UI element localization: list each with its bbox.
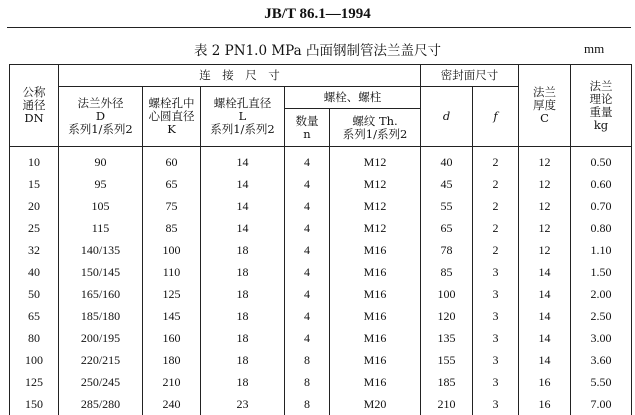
cell-bolt-circle: 145	[143, 305, 201, 327]
cell-weight: 0.70	[571, 195, 632, 217]
cell-bolt-circle: 180	[143, 349, 201, 371]
cell-seal-d: 55	[421, 195, 473, 217]
cell-thickness: 12	[519, 217, 571, 239]
cell-flange-od: 90	[59, 147, 143, 174]
cell-bolt-hole: 14	[201, 195, 285, 217]
cell-dn: 20	[10, 195, 59, 217]
cell-thread: M12	[330, 195, 421, 217]
cell-dn: 100	[10, 349, 59, 371]
header-connection-group: 连 接 尺 寸	[59, 65, 421, 87]
cell-thread: M12	[330, 147, 421, 174]
cell-bolt-circle: 100	[143, 239, 201, 261]
cell-thickness: 14	[519, 261, 571, 283]
cell-dn: 80	[10, 327, 59, 349]
cell-flange-od: 185/180	[59, 305, 143, 327]
header-thread: 螺纹 Th. 系列1/系列2	[330, 109, 421, 147]
cell-dn: 50	[10, 283, 59, 305]
table-row	[10, 305, 632, 327]
table-caption: 表 2 PN1.0 MPa 凸面钢制管法兰盖尺寸	[0, 39, 635, 59]
cell-thickness: 14	[519, 305, 571, 327]
cell-weight: 7.00	[571, 393, 632, 415]
cell-bolt-hole: 14	[201, 147, 285, 174]
table-row	[10, 283, 632, 305]
cell-seal-d: 65	[421, 217, 473, 239]
cell-seal-d: 78	[421, 239, 473, 261]
cell-weight: 3.60	[571, 349, 632, 371]
header-thickness: 法兰 厚度 C	[519, 65, 571, 147]
cell-bolt-hole: 18	[201, 327, 285, 349]
cell-seal-d: 100	[421, 283, 473, 305]
header-weight: 法兰 理论 重量 kg	[571, 65, 632, 147]
table-row	[10, 349, 632, 371]
table-body	[10, 147, 632, 415]
cell-weight: 0.50	[571, 147, 632, 174]
cell-seal-d: 45	[421, 173, 473, 195]
cell-dn: 10	[10, 147, 59, 174]
cell-bolt-count: 4	[285, 327, 330, 349]
header-rule	[7, 27, 631, 28]
cell-bolt-count: 4	[285, 173, 330, 195]
cell-weight: 2.50	[571, 305, 632, 327]
cell-flange-od: 200/195	[59, 327, 143, 349]
cell-thread: M16	[330, 327, 421, 349]
cell-flange-od: 150/145	[59, 261, 143, 283]
table-row	[10, 217, 632, 239]
header-flange-od: 法兰外径 D 系列1/系列2	[59, 87, 143, 147]
table-row	[10, 371, 632, 393]
cell-weight: 1.10	[571, 239, 632, 261]
cell-dn: 32	[10, 239, 59, 261]
cell-weight: 0.80	[571, 217, 632, 239]
cell-bolt-hole: 23	[201, 393, 285, 415]
cell-dn: 65	[10, 305, 59, 327]
table-row	[10, 327, 632, 349]
cell-flange-od: 285/280	[59, 393, 143, 415]
header-seal-d: d	[421, 87, 473, 147]
cell-thread: M16	[330, 261, 421, 283]
cell-thread: M16	[330, 371, 421, 393]
cell-flange-od: 95	[59, 173, 143, 195]
cell-thread: M20	[330, 393, 421, 415]
header-bolt-hole: 螺栓孔直径 L 系列1/系列2	[201, 87, 285, 147]
cell-flange-od: 140/135	[59, 239, 143, 261]
flange-dimension-table	[9, 64, 632, 415]
cell-weight: 5.50	[571, 371, 632, 393]
cell-flange-od: 165/160	[59, 283, 143, 305]
cell-bolt-count: 4	[285, 217, 330, 239]
cell-thickness: 12	[519, 147, 571, 174]
table-row	[10, 195, 632, 217]
header-seal-f: f	[473, 87, 519, 147]
cell-bolt-hole: 18	[201, 349, 285, 371]
cell-seal-f: 3	[473, 371, 519, 393]
cell-bolt-circle: 60	[143, 147, 201, 174]
cell-dn: 125	[10, 371, 59, 393]
cell-bolt-circle: 110	[143, 261, 201, 283]
cell-thickness: 16	[519, 393, 571, 415]
table-row	[10, 239, 632, 261]
cell-seal-d: 135	[421, 327, 473, 349]
header-bolts-group: 螺栓、螺柱	[285, 87, 421, 109]
cell-flange-od: 220/215	[59, 349, 143, 371]
cell-bolt-circle: 65	[143, 173, 201, 195]
cell-seal-d: 155	[421, 349, 473, 371]
cell-dn: 25	[10, 217, 59, 239]
cell-bolt-count: 4	[285, 147, 330, 174]
cell-seal-f: 3	[473, 393, 519, 415]
cell-bolt-hole: 18	[201, 261, 285, 283]
cell-thickness: 12	[519, 239, 571, 261]
cell-seal-f: 2	[473, 173, 519, 195]
cell-thickness: 16	[519, 371, 571, 393]
cell-bolt-count: 4	[285, 239, 330, 261]
header-dn: 公称 通径 DN	[10, 65, 59, 147]
cell-bolt-hole: 18	[201, 239, 285, 261]
cell-thickness: 14	[519, 283, 571, 305]
cell-bolt-circle: 125	[143, 283, 201, 305]
cell-weight: 3.00	[571, 327, 632, 349]
cell-weight: 1.50	[571, 261, 632, 283]
table-row	[10, 261, 632, 283]
cell-bolt-count: 4	[285, 195, 330, 217]
cell-bolt-count: 8	[285, 371, 330, 393]
cell-thickness: 12	[519, 173, 571, 195]
cell-seal-f: 3	[473, 261, 519, 283]
cell-thread: M12	[330, 217, 421, 239]
cell-bolt-circle: 240	[143, 393, 201, 415]
cell-bolt-circle: 160	[143, 327, 201, 349]
cell-seal-f: 2	[473, 217, 519, 239]
cell-seal-d: 85	[421, 261, 473, 283]
cell-bolt-count: 4	[285, 305, 330, 327]
cell-weight: 2.00	[571, 283, 632, 305]
cell-bolt-hole: 18	[201, 371, 285, 393]
cell-flange-od: 115	[59, 217, 143, 239]
cell-weight: 0.60	[571, 173, 632, 195]
cell-thread: M12	[330, 173, 421, 195]
cell-bolt-count: 4	[285, 261, 330, 283]
cell-seal-f: 3	[473, 305, 519, 327]
cell-bolt-hole: 18	[201, 305, 285, 327]
cell-seal-f: 3	[473, 349, 519, 371]
cell-bolt-hole: 14	[201, 217, 285, 239]
cell-thickness: 14	[519, 349, 571, 371]
cell-seal-d: 185	[421, 371, 473, 393]
standard-number: JB/T 86.1—1994	[0, 6, 635, 23]
cell-seal-f: 2	[473, 195, 519, 217]
cell-thread: M16	[330, 349, 421, 371]
cell-dn: 15	[10, 173, 59, 195]
unit-label: mm	[584, 41, 604, 57]
cell-seal-f: 2	[473, 147, 519, 174]
cell-dn: 40	[10, 261, 59, 283]
cell-bolt-hole: 18	[201, 283, 285, 305]
header-seal-group: 密封面尺寸	[421, 65, 519, 87]
cell-thickness: 12	[519, 195, 571, 217]
cell-flange-od: 105	[59, 195, 143, 217]
cell-seal-d: 120	[421, 305, 473, 327]
cell-bolt-count: 4	[285, 283, 330, 305]
cell-seal-f: 3	[473, 283, 519, 305]
cell-thread: M16	[330, 305, 421, 327]
table-row	[10, 393, 632, 415]
cell-thread: M16	[330, 283, 421, 305]
header-bolt-count: 数量 n	[285, 109, 330, 147]
table-row	[10, 173, 632, 195]
cell-flange-od: 250/245	[59, 371, 143, 393]
cell-seal-f: 3	[473, 327, 519, 349]
cell-seal-f: 2	[473, 239, 519, 261]
table-row	[10, 147, 632, 174]
cell-bolt-circle: 85	[143, 217, 201, 239]
cell-bolt-circle: 210	[143, 371, 201, 393]
cell-thread: M16	[330, 239, 421, 261]
cell-seal-d: 210	[421, 393, 473, 415]
cell-seal-d: 40	[421, 147, 473, 174]
cell-bolt-circle: 75	[143, 195, 201, 217]
header-bolt-circle: 螺栓孔中 心圆直径 K	[143, 87, 201, 147]
cell-bolt-count: 8	[285, 393, 330, 415]
cell-bolt-count: 8	[285, 349, 330, 371]
cell-thickness: 14	[519, 327, 571, 349]
cell-bolt-hole: 14	[201, 173, 285, 195]
cell-dn: 150	[10, 393, 59, 415]
